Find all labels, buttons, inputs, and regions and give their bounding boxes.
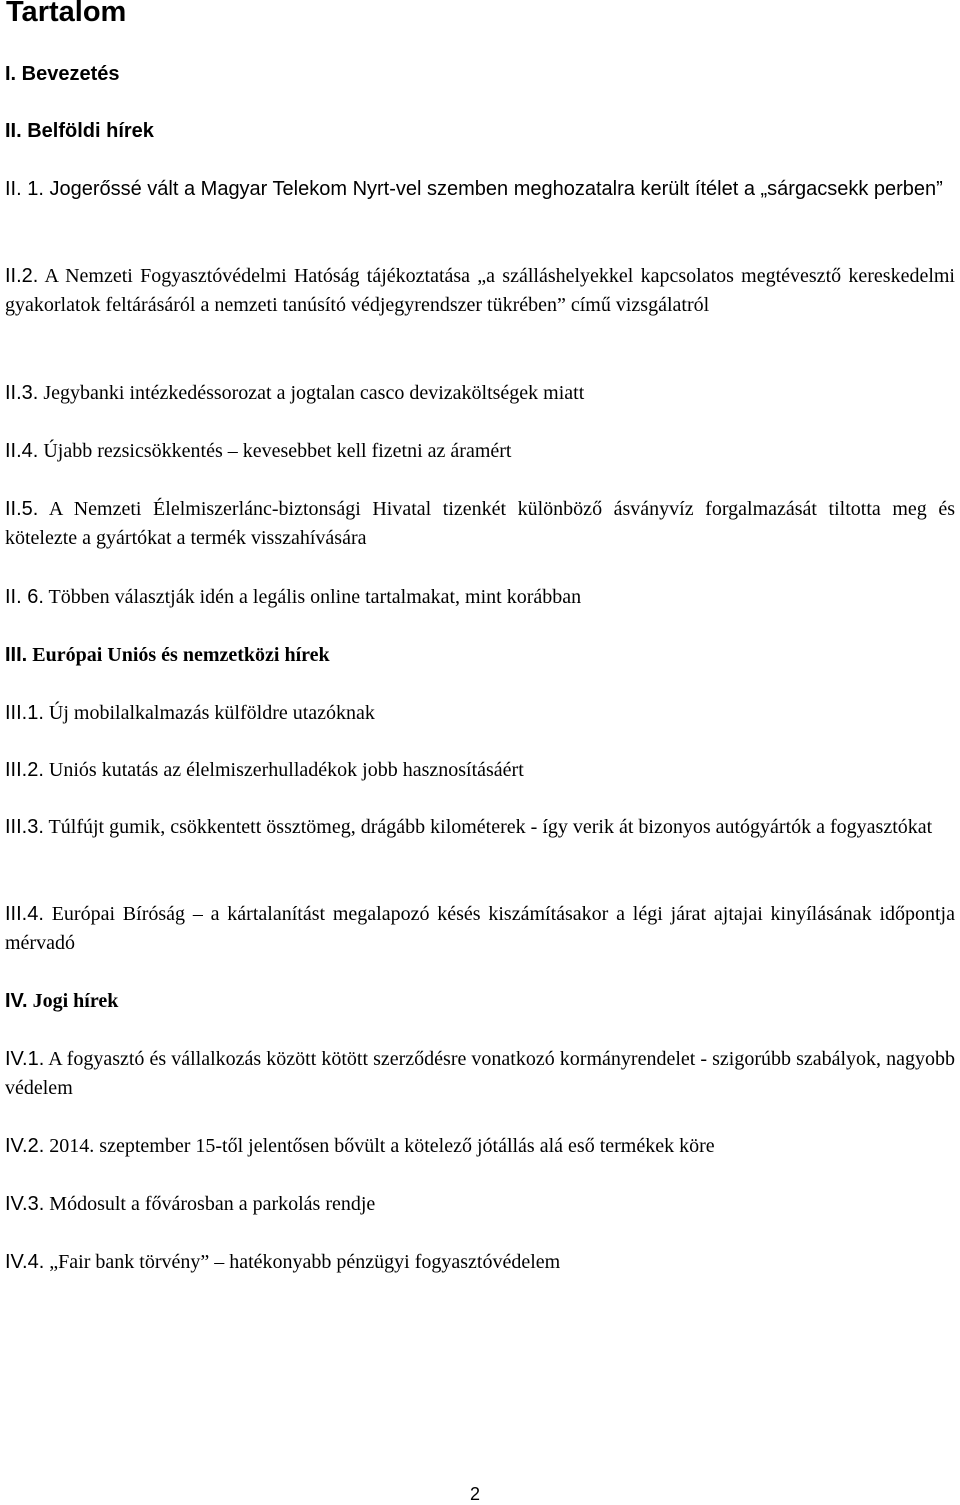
toc-entry-number: III.3. xyxy=(5,816,44,838)
toc-entry-ii-4 xyxy=(5,437,955,466)
toc-entry-iv-1 xyxy=(5,1045,955,1103)
toc-entry-title: Európai Uniós és nemzetközi hírek xyxy=(27,644,330,666)
toc-entry-number: II. 6. xyxy=(5,586,44,608)
toc-entry-number: IV.4. xyxy=(5,1251,45,1273)
toc-entry-title: Jogi hírek xyxy=(27,990,119,1012)
page-title: Tartalom xyxy=(6,0,127,28)
toc-entry-iv-4 xyxy=(5,1248,955,1277)
toc-entry-title: Jegybanki intézkedéssorozat a jogtalan casco devizaköltségek miatt xyxy=(38,382,585,404)
toc-entry-number: III.2. xyxy=(5,759,44,781)
toc-entry-title: A Nemzeti Fogyasztóvédelmi Hatóság tájékoztatása „a szálláshelyekkel kapcsolatos megtévesztő kereskedelmi gyakorlatok feltárásáról a nemzeti tanúsító védjegyrendszer tükrében” című vizsgálatról xyxy=(5,265,955,316)
toc-entry-iii-3 xyxy=(5,813,955,842)
toc-entry-ii-3 xyxy=(5,379,955,408)
toc-entry-belfoldi-hirek xyxy=(5,117,955,146)
toc-entry-number: III. xyxy=(5,644,28,666)
toc-entry-title: Bevezetés xyxy=(16,63,120,85)
page-number: 2 xyxy=(470,1484,481,1504)
toc-entry-iii-1 xyxy=(5,699,955,728)
toc-entry-iii-4 xyxy=(5,900,955,958)
toc-entry-ii-1 xyxy=(5,175,955,204)
toc-entry-number: II.4. xyxy=(5,440,39,462)
toc-entry-title: Uniós kutatás az élelmiszerhulladékok jobb hasznosításáért xyxy=(43,759,524,781)
toc-entry-title: Túlfújt gumik, csökkentett össztömeg, drágább kilométerek - így verik át bizonyos autógyártók a fogyasztókat xyxy=(43,816,933,838)
toc-entry-number: IV.2. xyxy=(5,1135,45,1157)
toc-entry-jogi-hirek xyxy=(5,987,955,1016)
toc-entry-number: II.2. xyxy=(5,265,39,287)
toc-entry-number: II.3. xyxy=(5,382,39,404)
toc-entry-title: Jogerőssé vált a Magyar Telekom Nyrt-vel szemben meghozatalra került ítélet a „sárgacsekk perben” xyxy=(43,178,943,200)
toc-entry-bevezetes xyxy=(5,60,955,89)
toc-entry-number: IV.1. xyxy=(5,1048,45,1070)
toc-entry-iii-2 xyxy=(5,756,955,785)
toc-entry-title: A fogyasztó és vállalkozás között kötött szerződésre vonatkozó kormányrendelet - szigorúbb szabályok, nagyobb védelem xyxy=(5,1048,955,1099)
toc-entry-title: Új mobilalkalmazás külföldre utazóknak xyxy=(43,702,375,724)
toc-entry-europai-unios xyxy=(5,641,955,670)
toc-entry-number: I. xyxy=(5,63,17,85)
toc-entry-number: IV. xyxy=(5,990,28,1012)
toc-entry-title: Többen választják idén a legális online tartalmakat, mint korábban xyxy=(43,586,582,608)
toc-entry-number: II.5. xyxy=(5,498,39,520)
toc-entry-title: 2014. szeptember 15-től jelentősen bővült a kötelező jótállás alá eső termékek köre xyxy=(44,1135,715,1157)
toc-entry-ii-2 xyxy=(5,262,955,320)
toc-entry-number: II. xyxy=(5,120,22,142)
toc-entry-number: III.1. xyxy=(5,702,44,724)
toc-entry-title: Belföldi hírek xyxy=(21,120,154,142)
toc-entry-iv-3 xyxy=(5,1190,955,1219)
toc-entry-number: II. 1. xyxy=(5,178,44,200)
toc-entry-iv-2 xyxy=(5,1132,955,1161)
toc-entry-ii-5 xyxy=(5,495,955,553)
toc-entry-ii-6 xyxy=(5,583,955,612)
toc-entry-title: Újabb rezsicsökkentés – kevesebbet kell fizetni az áramért xyxy=(38,440,512,462)
toc-entry-title: „Fair bank törvény” – hatékonyabb pénzügyi fogyasztóvédelem xyxy=(44,1251,561,1273)
toc-entry-number: III.4. xyxy=(5,903,44,925)
toc-entry-number: IV.3. xyxy=(5,1193,45,1215)
toc-entry-title: Módosult a fővárosban a parkolás rendje xyxy=(44,1193,376,1215)
toc-entry-title: A Nemzeti Élelmiszerlánc-biztonsági Hivatal tizenkét különböző ásványvíz forgalmazását tiltotta meg és kötelezte a gyártókat a termék visszahívására xyxy=(5,498,955,549)
toc-entry-title: Európai Bíróság – a kártalanítást megalapozó késés kiszámításakor a légi járat ajtajai kinyílásának időpontja mérvadó xyxy=(5,903,955,954)
